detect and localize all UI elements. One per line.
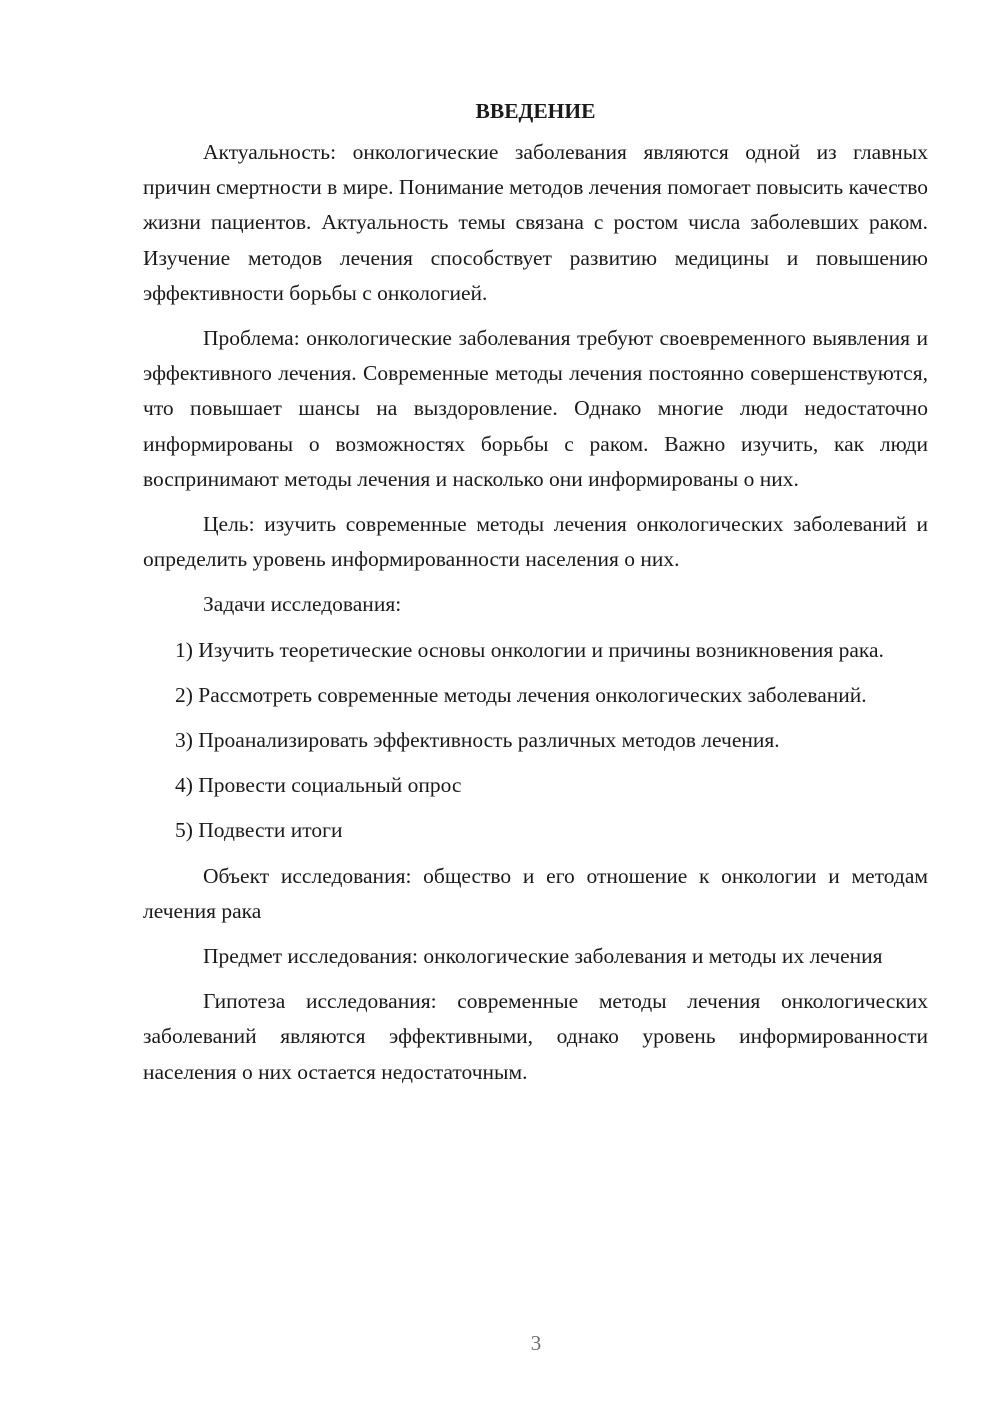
task-item: 1) Изучить теоретические основы онкологии и причины возникновения рака. xyxy=(175,637,884,662)
page-number: 3 xyxy=(530,1331,542,1355)
paragraph-subject: Предмет исследования: онкологические заболевания и методы их лечения xyxy=(203,944,883,969)
page-title: ВВЕДЕНИЕ xyxy=(475,99,596,123)
paragraph-problem: Проблема: онкологические заболевания требуют своевременного выявления и эффективного лечения. Современные методы лечения постоянно совершенствуются, что повышает шансы на выздоровление. Однако многие люди недостаточно информированы о возможностях борьбы с раком. Важно изучить, как люди воспринимают методы лечения и насколько они информированы о них. xyxy=(143,326,928,491)
task-item: 5) Подвести итоги xyxy=(175,818,343,843)
paragraph-object: Объект исследования: общество и его отношение к онкологии и методам лечения рака xyxy=(143,863,928,923)
paragraph-goal: Цель: изучить современные методы лечения онкологических заболеваний и определить уровень информированности населения о них. xyxy=(143,512,928,572)
task-item: 4) Провести социальный опрос xyxy=(175,773,462,798)
document-page xyxy=(143,92,928,1100)
paragraph-hypothesis: Гипотеза исследования: современные методы лечения онкологических заболеваний являются эффективными, однако уровень информированности населения о них остается недостаточным. xyxy=(143,989,928,1084)
task-item: 2) Рассмотреть современные методы лечения онкологических заболеваний. xyxy=(175,682,867,707)
task-item: 3) Проанализировать эффективность различных методов лечения. xyxy=(175,728,780,753)
tasks-heading: Задачи исследования: xyxy=(203,592,402,617)
paragraph-relevance: Актуальность: онкологические заболевания являются одной из главных причин смертности в мире. Понимание методов лечения помогает повысить качество жизни пациентов. Актуальность темы связана с ростом числа заболевших раком. Изучение методов лечения способствует развитию медицины и повышению эффективности борьбы с онкологией. xyxy=(143,140,928,305)
